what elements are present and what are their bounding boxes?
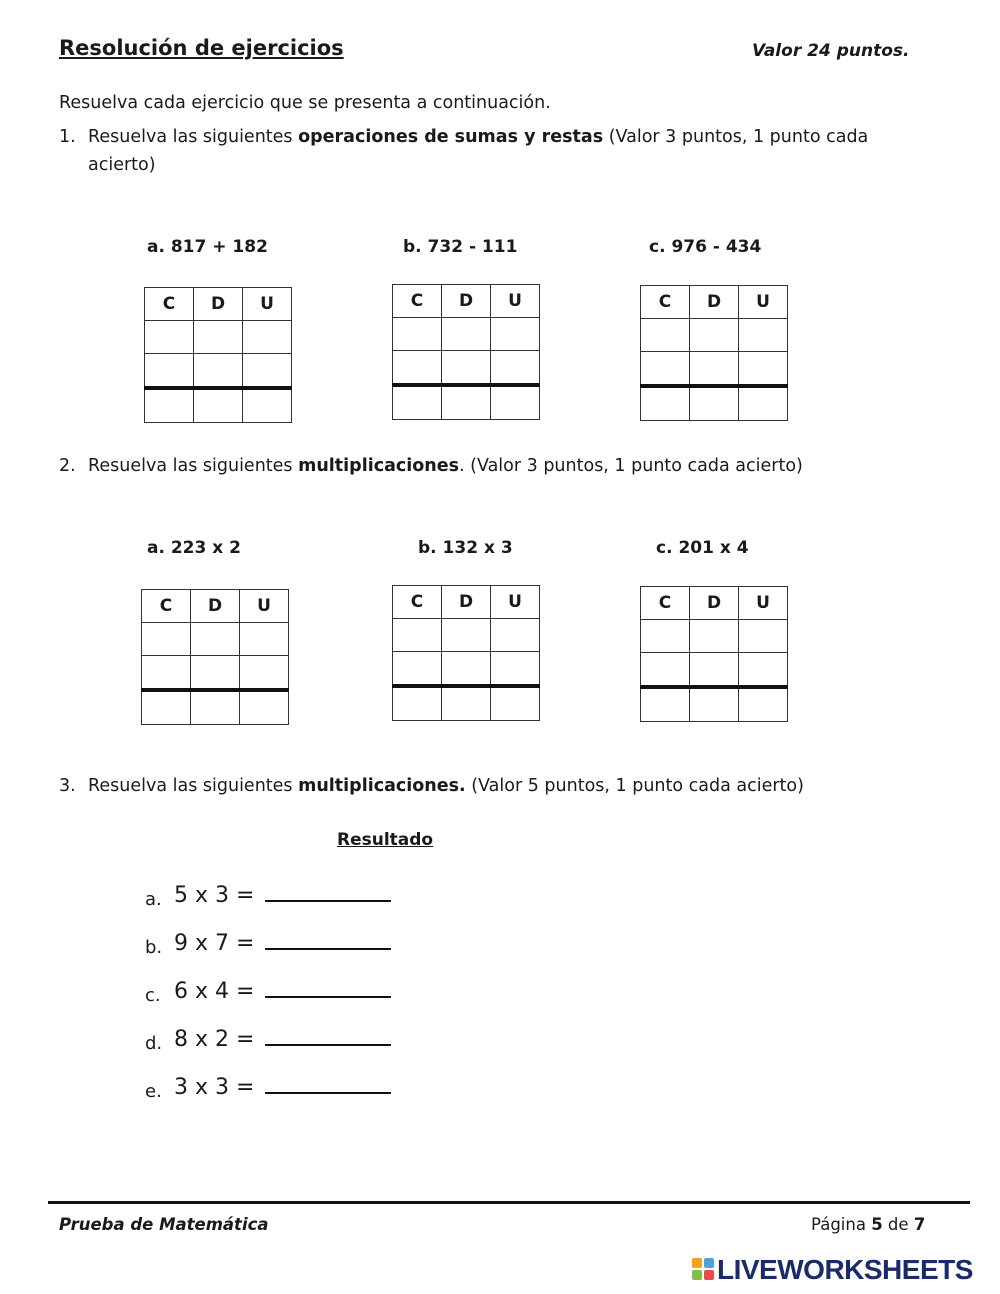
footer-subject: Prueba de Matemática — [59, 1215, 269, 1234]
answer-row — [641, 386, 788, 421]
grid-header-u: U — [491, 586, 540, 619]
place-value-grid — [392, 585, 540, 721]
question-text: Resuelva las siguientes multiplicaciones. (Valor 5 puntos, 1 punto cada acierto) — [88, 776, 804, 796]
grid-cell — [393, 351, 442, 386]
grid-cell — [442, 619, 491, 652]
item-expression: 5 x 3 = — [174, 883, 255, 908]
answer-cell[interactable] — [690, 687, 739, 722]
grid-cell — [442, 351, 491, 386]
footer-divider — [48, 1201, 970, 1204]
instructions: Resuelva cada ejercicio que se presenta a continuación. — [59, 93, 551, 113]
grid-header-u: U — [739, 286, 788, 319]
grid-header-u: U — [491, 285, 540, 318]
grid-cell — [641, 352, 690, 387]
grid-cell — [142, 656, 191, 691]
answer-row — [145, 388, 292, 423]
answer-blank[interactable] — [265, 883, 391, 902]
grid-cell — [491, 619, 540, 652]
answer-row — [393, 385, 540, 420]
answer-cell[interactable] — [240, 690, 289, 725]
answer-cell[interactable] — [491, 686, 540, 721]
grid-cell — [145, 321, 194, 354]
answer-row — [641, 687, 788, 722]
exercise-label: b. 132 x 3 — [418, 538, 513, 558]
grid-header-row — [393, 586, 540, 619]
question-1 — [59, 123, 939, 179]
item-expression: 6 x 4 = — [174, 979, 255, 1004]
answer-cell[interactable] — [393, 385, 442, 420]
grid-header-d: D — [194, 288, 243, 321]
place-value-grid — [141, 589, 289, 725]
place-value-grid — [640, 285, 788, 421]
answer-row — [393, 686, 540, 721]
answer-cell[interactable] — [442, 385, 491, 420]
exercise-label: c. 201 x 4 — [656, 538, 749, 558]
place-value-grid — [640, 586, 788, 722]
grid-header-row — [145, 288, 292, 321]
grid-cell — [442, 318, 491, 351]
answer-blank[interactable] — [265, 1027, 391, 1046]
place-value-grid — [144, 287, 292, 423]
grid-header-d: D — [690, 286, 739, 319]
exercise-label: a. 817 + 182 — [147, 237, 268, 257]
grid-cell — [690, 319, 739, 352]
exercise-label: b. 732 - 111 — [403, 237, 518, 257]
item-letter: b. — [145, 937, 163, 958]
grid-cell — [240, 656, 289, 691]
grid-cell — [142, 623, 191, 656]
grid-header-u: U — [739, 587, 788, 620]
grid-cell — [393, 652, 442, 687]
grid-cell — [690, 653, 739, 688]
grid-cell — [442, 652, 491, 687]
total-value: Valor 24 puntos. — [752, 41, 910, 61]
question-number: 1. — [59, 127, 76, 147]
grid-cell — [739, 319, 788, 352]
place-value-grid — [392, 284, 540, 420]
grid-header-row — [641, 286, 788, 319]
answer-cell[interactable] — [739, 386, 788, 421]
grid-cell — [240, 623, 289, 656]
grid-header-c: C — [142, 590, 191, 623]
page-number: Página 5 de 7 — [811, 1215, 926, 1234]
grid-cell — [491, 318, 540, 351]
item-expression: 9 x 7 = — [174, 931, 255, 956]
grid-header-d: D — [442, 586, 491, 619]
answer-blank[interactable] — [265, 979, 391, 998]
page-title: Resolución de ejercicios — [59, 36, 344, 60]
exercise-label: c. 976 - 434 — [649, 237, 762, 257]
logo-text: LIVEWORKSHEETS — [717, 1254, 973, 1285]
answer-cell[interactable] — [191, 690, 240, 725]
answer-cell[interactable] — [739, 687, 788, 722]
grid-cell — [690, 352, 739, 387]
grid-cell — [393, 318, 442, 351]
answer-cell[interactable] — [641, 687, 690, 722]
logo-icon — [692, 1258, 714, 1280]
answer-cell[interactable] — [194, 388, 243, 423]
answer-cell[interactable] — [145, 388, 194, 423]
grid-header-row — [393, 285, 540, 318]
item-letter: d. — [145, 1033, 163, 1054]
grid-cell — [491, 652, 540, 687]
grid-cell — [191, 623, 240, 656]
grid-header-c: C — [641, 286, 690, 319]
answer-cell[interactable] — [690, 386, 739, 421]
answer-cell[interactable] — [641, 386, 690, 421]
item-letter: c. — [145, 985, 161, 1006]
grid-cell — [739, 620, 788, 653]
grid-header-row — [142, 590, 289, 623]
question-text: Resuelva las siguientes operaciones de sumas y restas (Valor 3 puntos, 1 punto cada acierto) — [88, 127, 869, 175]
answer-cell[interactable] — [243, 388, 292, 423]
item-expression: 8 x 2 = — [174, 1027, 255, 1052]
grid-cell — [641, 653, 690, 688]
answer-row — [142, 690, 289, 725]
grid-cell — [393, 619, 442, 652]
item-letter: a. — [145, 889, 162, 910]
answer-cell[interactable] — [142, 690, 191, 725]
grid-header-row — [641, 587, 788, 620]
grid-header-c: C — [641, 587, 690, 620]
result-heading: Resultado — [337, 830, 434, 850]
exercise-label: a. 223 x 2 — [147, 538, 241, 558]
grid-header-c: C — [393, 586, 442, 619]
grid-header-d: D — [690, 587, 739, 620]
grid-cell — [690, 620, 739, 653]
answer-cell[interactable] — [393, 686, 442, 721]
answer-blank[interactable] — [265, 931, 391, 950]
grid-cell — [194, 321, 243, 354]
grid-cell — [194, 354, 243, 389]
grid-cell — [641, 620, 690, 653]
grid-cell — [191, 656, 240, 691]
answer-cell[interactable] — [491, 385, 540, 420]
grid-cell — [243, 321, 292, 354]
question-3 — [59, 772, 939, 800]
grid-header-c: C — [145, 288, 194, 321]
grid-cell — [739, 653, 788, 688]
answer-cell[interactable] — [442, 686, 491, 721]
question-number: 2. — [59, 456, 76, 476]
grid-cell — [641, 319, 690, 352]
grid-header-u: U — [243, 288, 292, 321]
grid-cell — [243, 354, 292, 389]
grid-cell — [739, 352, 788, 387]
question-text: Resuelva las siguientes multiplicaciones. (Valor 3 puntos, 1 punto cada acierto) — [88, 456, 803, 476]
grid-cell — [491, 351, 540, 386]
grid-header-d: D — [191, 590, 240, 623]
grid-header-c: C — [393, 285, 442, 318]
item-expression: 3 x 3 = — [174, 1075, 255, 1100]
question-2 — [59, 452, 939, 480]
item-letter: e. — [145, 1081, 162, 1102]
grid-header-u: U — [240, 590, 289, 623]
grid-cell — [145, 354, 194, 389]
grid-header-d: D — [442, 285, 491, 318]
question-number: 3. — [59, 776, 76, 796]
answer-blank[interactable] — [265, 1075, 391, 1094]
